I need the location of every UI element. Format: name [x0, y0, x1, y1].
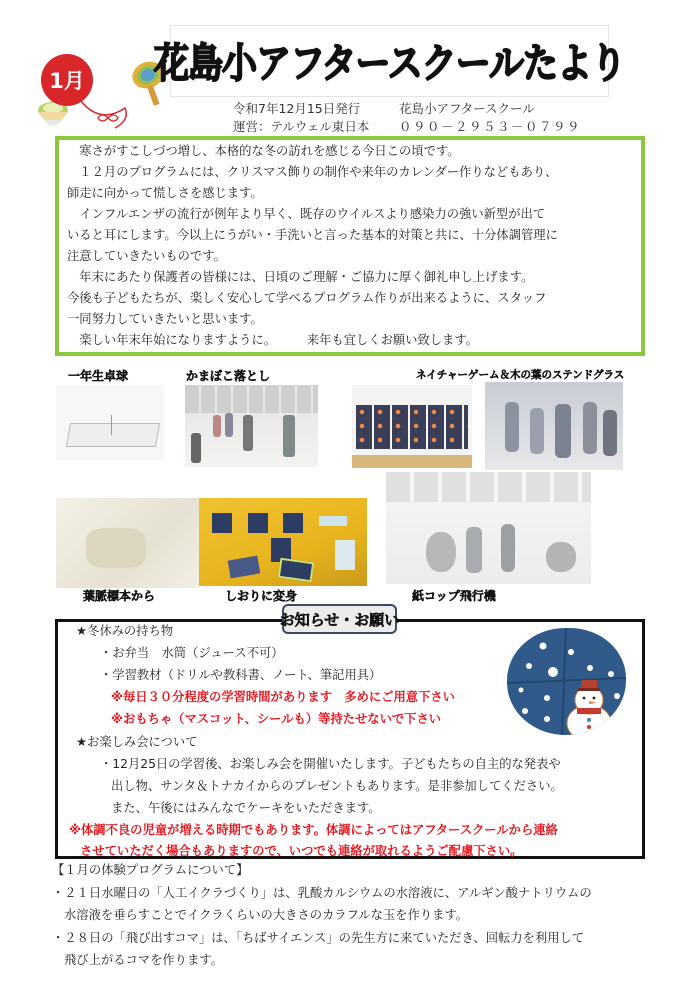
- caption-kamaboko-drop: かまぼこ落とし: [186, 369, 271, 383]
- greeting-line: 今後も子どもたちが、楽しく安心して学べるプログラム作りが出来るように、スタッフ: [67, 291, 547, 305]
- caption-leaf-skeleton: 葉脈標本から: [83, 589, 156, 603]
- greeting-line: 一同努力していきたいと思います。: [67, 312, 263, 326]
- health-warning: ※体調不良の児童が増える時期でもあります。体調によってはアフタースクールから連絡: [69, 823, 558, 837]
- party-line: ・12月25日の学習後、お楽しみ会を開催いたします。子どもたちの自主的な発表や: [100, 757, 561, 771]
- publisher-name: 花島小アフタースクール: [399, 101, 535, 116]
- winter-item: ・学習教材（ドリルや教科書、ノート、筆記用具）: [100, 668, 382, 682]
- program-line: 水溶液を垂らすことでイクラくらいの大きさのカラフルな玉を作ります。: [64, 908, 469, 922]
- greeting-line: 注意していきたいものです。: [67, 249, 226, 263]
- greeting-line: いると耳にします。今以上にうがい・手洗いと言った基本的対策と共に、十分体調管理に: [67, 228, 558, 242]
- greeting-box: [55, 136, 645, 356]
- month-badge: 1月: [41, 54, 93, 106]
- winter-item: ・お弁当 水筒（ジュース不可）: [100, 646, 284, 660]
- operator-name: 運営：テルウェル東日本: [233, 119, 370, 134]
- newsletter-title-box: [153, 25, 626, 97]
- party-line: また、午後にはみんなでケーキをいただきます。: [111, 801, 381, 815]
- issue-date: 令和7年12月15日発行: [233, 101, 361, 116]
- winter-warning: ※おもちゃ（マスコット、シールも）等持たせないで下さい: [111, 712, 442, 726]
- greeting-line: インフルエンザの流行が例年より早く、既存のウイルスより感染力の強い新型が出て: [67, 207, 546, 221]
- newsletter-title: 花島小アフタースクールたより: [153, 41, 626, 88]
- greeting-line: １２月のプログラムには、クリスマス飾りの制作や来年のカレンダー作りなどもあり、: [67, 165, 558, 179]
- phone-number: ０９０－２９５３－０７９９: [399, 119, 582, 134]
- program-heading: 【１月の体験プログラムについて】: [52, 863, 249, 877]
- photo-leaf-skeleton: [56, 498, 199, 588]
- caption-paper-cup-plane: 紙コップ飛行機: [412, 589, 496, 603]
- photo-leaf-cards: [352, 385, 472, 468]
- photo-kamaboko-drop: [185, 385, 318, 467]
- caption-bookmarks: しおりに変身: [225, 589, 298, 603]
- greeting-line: 寒さがすこしづつ増し、本格的な冬の訪れを感じる今日この頃です。: [67, 144, 460, 158]
- caption-nature-game: ネイチャーゲーム＆木の葉のステンドグラス: [416, 369, 625, 381]
- party-heading: ★お楽しみ会について: [76, 735, 198, 749]
- program-line: 飛び上がるコマを作ります。: [64, 953, 223, 967]
- caption-table-tennis: 一年生卓球: [68, 369, 129, 383]
- photo-bookmarks: [199, 498, 367, 586]
- greeting-line: 師走に向かって慌しさを感じます。: [67, 186, 263, 200]
- greeting-line: 楽しい年末年始になりますように。 来年も宜しくお願い致します。: [67, 333, 478, 347]
- winter-warning: ※毎日３０分程度の学習時間があります 多めにご用意下さい: [111, 690, 455, 704]
- party-line: 出し物、サンタ＆トナカイからのプレゼントもあります。是非参加してください。: [111, 779, 563, 793]
- greeting-line: 年末にあたり保護者の皆様には、日頃のご理解・ご協力に厚く御礼申し上げます。: [67, 270, 534, 284]
- winter-items-heading: ★冬休みの持ち物: [76, 624, 174, 638]
- program-line: ・２１日水曜日の「人工イクラづくり」は、乳酸カルシウムの水溶液に、アルギン酸ナトリウムの: [52, 886, 592, 900]
- snowman-window-illustration: [507, 628, 626, 735]
- program-line: ・２８日の「飛び出すコマ」は、「ちばサイエンス」の先生方に来ていただき、回転力を利用して: [52, 931, 585, 945]
- health-warning: させていただく場合もありますので、いつでも連絡が取れるようご配慮下さい。: [80, 844, 523, 858]
- photo-nature-game: [485, 382, 623, 470]
- photo-gallery: [0, 360, 700, 605]
- photo-table-tennis: [56, 385, 164, 460]
- snowman-icon: [507, 628, 626, 735]
- notice-tab-label: お知らせ・お願い: [282, 604, 397, 634]
- photo-paper-cup-plane: [386, 472, 591, 584]
